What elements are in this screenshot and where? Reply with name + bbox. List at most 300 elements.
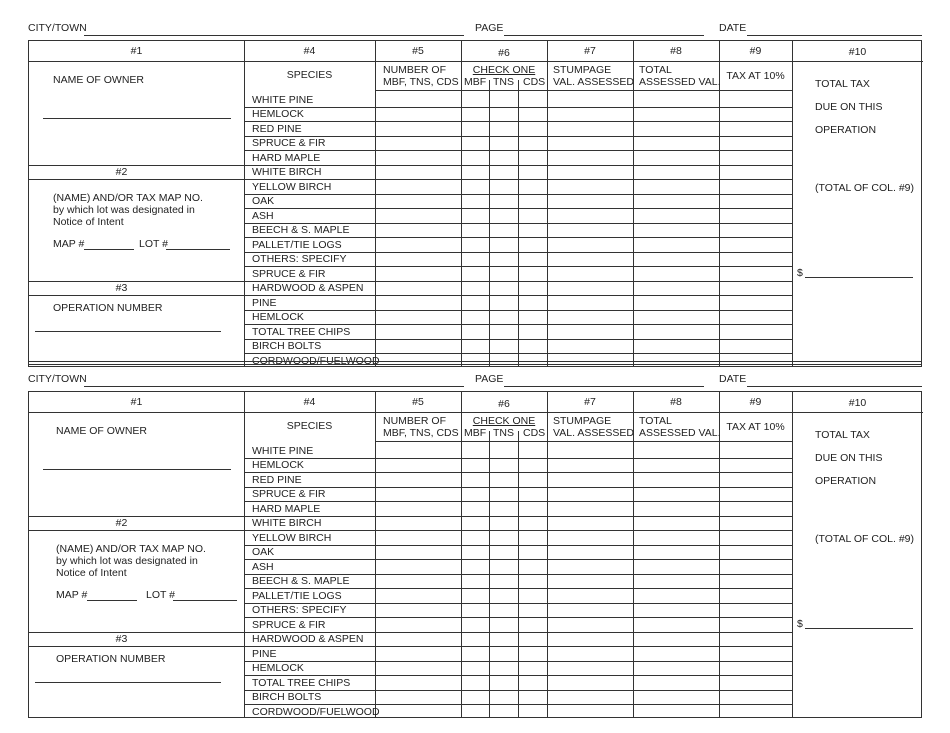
entry-cell[interactable] <box>375 675 461 690</box>
entry-cell[interactable] <box>375 501 461 516</box>
date-field[interactable] <box>747 386 922 387</box>
col-header-c4: #4 <box>303 396 316 408</box>
entry-cell[interactable] <box>518 266 547 281</box>
entry-cell[interactable] <box>489 324 518 339</box>
entry-cell[interactable] <box>547 223 633 238</box>
entry-cell[interactable] <box>461 107 489 122</box>
entry-cell[interactable] <box>633 690 719 705</box>
entry-cell[interactable] <box>547 443 633 458</box>
entry-cell[interactable] <box>518 281 547 296</box>
entry-cell[interactable] <box>489 690 518 705</box>
entry-cell[interactable] <box>489 194 518 209</box>
entry-cell[interactable] <box>375 690 461 705</box>
species-row-label: TOTAL TREE CHIPS <box>252 325 351 338</box>
entry-cell[interactable] <box>461 704 489 719</box>
entry-cell[interactable] <box>461 574 489 589</box>
entry-cell[interactable] <box>633 588 719 603</box>
mbf-header: MBF <box>464 76 487 88</box>
entry-cell[interactable] <box>719 92 792 107</box>
entry-cell[interactable] <box>719 208 792 223</box>
entry-cell[interactable] <box>461 310 489 325</box>
entry-cell[interactable] <box>375 559 461 574</box>
lot-field[interactable] <box>173 600 237 601</box>
entry-cell[interactable] <box>375 107 461 122</box>
entry-cell[interactable] <box>547 324 633 339</box>
entry-cell[interactable] <box>375 588 461 603</box>
entry-cell[interactable] <box>547 559 633 574</box>
entry-cell[interactable] <box>375 310 461 325</box>
entry-cell[interactable] <box>461 295 489 310</box>
entry-cell[interactable] <box>461 194 489 209</box>
tax-header: TAX AT 10% <box>726 70 785 82</box>
entry-cell[interactable] <box>375 208 461 223</box>
page-field[interactable] <box>504 386 704 387</box>
entry-cell[interactable] <box>375 516 461 531</box>
entry-cell[interactable] <box>518 661 547 676</box>
entry-cell[interactable] <box>518 501 547 516</box>
entry-cell[interactable] <box>518 150 547 165</box>
entry-cell[interactable] <box>633 150 719 165</box>
entry-cell[interactable] <box>547 704 633 719</box>
entry-cell[interactable] <box>461 632 489 647</box>
entry-cell[interactable] <box>633 310 719 325</box>
entry-cell[interactable] <box>633 252 719 267</box>
species-row-label: PINE <box>252 647 277 660</box>
entry-cell[interactable] <box>547 310 633 325</box>
entry-cell[interactable] <box>547 194 633 209</box>
entry-cell[interactable] <box>633 339 719 354</box>
city-town-label: CITY/TOWN <box>28 373 87 385</box>
entry-cell[interactable] <box>719 458 792 473</box>
entry-cell[interactable] <box>489 472 518 487</box>
entry-cell[interactable] <box>375 704 461 719</box>
entry-cell[interactable] <box>633 574 719 589</box>
entry-cell[interactable] <box>489 266 518 281</box>
entry-cell[interactable] <box>375 661 461 676</box>
entry-cell[interactable] <box>375 443 461 458</box>
entry-cell[interactable] <box>547 501 633 516</box>
entry-cell[interactable] <box>547 690 633 705</box>
entry-cell[interactable] <box>461 458 489 473</box>
entry-cell[interactable] <box>633 194 719 209</box>
entry-cell[interactable] <box>633 223 719 238</box>
entry-cell[interactable] <box>518 603 547 618</box>
entry-cell[interactable] <box>375 136 461 151</box>
total-tax-field[interactable] <box>805 277 913 278</box>
entry-cell[interactable] <box>719 179 792 194</box>
entry-cell[interactable] <box>375 223 461 238</box>
entry-cell[interactable] <box>489 617 518 632</box>
page-field[interactable] <box>504 35 704 36</box>
species-row-label: CORDWOOD/FUELWOOD <box>252 705 380 718</box>
entry-cell[interactable] <box>518 472 547 487</box>
entry-cell[interactable] <box>547 295 633 310</box>
operation-number-field[interactable] <box>35 331 221 332</box>
entry-cell[interactable] <box>547 675 633 690</box>
entry-cell[interactable] <box>489 704 518 719</box>
entry-cell[interactable] <box>518 646 547 661</box>
entry-cell[interactable] <box>518 458 547 473</box>
entry-cell[interactable] <box>375 646 461 661</box>
entry-cell[interactable] <box>547 92 633 107</box>
entry-cell[interactable] <box>461 165 489 180</box>
entry-cell[interactable] <box>489 165 518 180</box>
entry-cell[interactable] <box>719 530 792 545</box>
entry-cell[interactable] <box>518 704 547 719</box>
entry-cell[interactable] <box>489 603 518 618</box>
entry-cell[interactable] <box>633 179 719 194</box>
entry-cell[interactable] <box>633 675 719 690</box>
entry-cell[interactable] <box>719 136 792 151</box>
entry-cell[interactable] <box>489 179 518 194</box>
entry-cell[interactable] <box>518 675 547 690</box>
number-units-header: MBF, TNS, CDS <box>383 427 459 439</box>
entry-cell[interactable] <box>719 295 792 310</box>
entry-cell[interactable] <box>518 121 547 136</box>
entry-cell[interactable] <box>547 617 633 632</box>
entry-cell[interactable] <box>633 136 719 151</box>
entry-cell[interactable] <box>375 545 461 560</box>
entry-cell[interactable] <box>633 324 719 339</box>
entry-cell[interactable] <box>461 661 489 676</box>
entry-cell[interactable] <box>489 661 518 676</box>
entry-cell[interactable] <box>518 194 547 209</box>
entry-cell[interactable] <box>375 487 461 502</box>
entry-cell[interactable] <box>518 107 547 122</box>
entry-cell[interactable] <box>518 339 547 354</box>
entry-cell[interactable] <box>719 281 792 296</box>
tax-map-desc-2: Notice of Intent <box>53 216 124 228</box>
entry-cell[interactable] <box>461 223 489 238</box>
entry-cell[interactable] <box>719 252 792 267</box>
entry-cell[interactable] <box>489 281 518 296</box>
col-header-c5: #5 <box>412 45 424 57</box>
entry-cell[interactable] <box>518 295 547 310</box>
date-field[interactable] <box>747 35 922 36</box>
lot-field[interactable] <box>166 249 230 250</box>
entry-cell[interactable] <box>719 266 792 281</box>
entry-cell[interactable] <box>633 501 719 516</box>
entry-cell[interactable] <box>518 179 547 194</box>
entry-cell[interactable] <box>461 281 489 296</box>
entry-cell[interactable] <box>633 646 719 661</box>
entry-cell[interactable] <box>633 617 719 632</box>
entry-cell[interactable] <box>375 150 461 165</box>
entry-cell[interactable] <box>461 121 489 136</box>
entry-cell[interactable] <box>489 588 518 603</box>
entry-cell[interactable] <box>489 443 518 458</box>
entry-cell[interactable] <box>633 632 719 647</box>
entry-cell[interactable] <box>461 603 489 618</box>
entry-cell[interactable] <box>518 136 547 151</box>
col-3-header: #3 <box>115 282 128 294</box>
entry-cell[interactable] <box>719 150 792 165</box>
entry-cell[interactable] <box>518 487 547 502</box>
entry-cell[interactable] <box>719 443 792 458</box>
entry-cell[interactable] <box>489 252 518 267</box>
entry-cell[interactable] <box>518 252 547 267</box>
entry-cell[interactable] <box>547 266 633 281</box>
entry-cell[interactable] <box>633 458 719 473</box>
entry-cell[interactable] <box>375 295 461 310</box>
entry-cell[interactable] <box>719 617 792 632</box>
entry-cell[interactable] <box>719 632 792 647</box>
entry-cell[interactable] <box>547 661 633 676</box>
entry-cell[interactable] <box>547 136 633 151</box>
entry-cell[interactable] <box>375 237 461 252</box>
entry-cell[interactable] <box>461 443 489 458</box>
entry-cell[interactable] <box>518 559 547 574</box>
species-row-label: BEECH & S. MAPLE <box>252 224 350 236</box>
col-header-c8: #8 <box>670 45 682 57</box>
entry-cell[interactable] <box>719 588 792 603</box>
entry-cell[interactable] <box>375 458 461 473</box>
entry-cell[interactable] <box>461 472 489 487</box>
entry-cell[interactable] <box>547 530 633 545</box>
entry-cell[interactable] <box>489 516 518 531</box>
entry-cell[interactable] <box>461 588 489 603</box>
entry-cell[interactable] <box>518 92 547 107</box>
entry-cell[interactable] <box>518 530 547 545</box>
number-of-header: NUMBER OF <box>383 415 446 427</box>
entry-cell[interactable] <box>518 310 547 325</box>
entry-cell[interactable] <box>461 208 489 223</box>
entry-cell[interactable] <box>375 603 461 618</box>
entry-cell[interactable] <box>461 266 489 281</box>
entry-cell[interactable] <box>489 237 518 252</box>
entry-cell[interactable] <box>633 443 719 458</box>
entry-cell[interactable] <box>633 545 719 560</box>
map-field[interactable] <box>87 600 137 601</box>
species-row-label: HARD MAPLE <box>252 151 321 164</box>
entry-cell[interactable] <box>489 92 518 107</box>
row-divider <box>29 61 923 62</box>
entry-cell[interactable] <box>547 516 633 531</box>
entry-cell[interactable] <box>719 603 792 618</box>
entry-cell[interactable] <box>719 237 792 252</box>
city-town-label: CITY/TOWN <box>28 22 87 34</box>
entry-cell[interactable] <box>719 661 792 676</box>
entry-cell[interactable] <box>489 530 518 545</box>
entry-cell[interactable] <box>461 545 489 560</box>
entry-cell[interactable] <box>375 179 461 194</box>
entry-cell[interactable] <box>719 704 792 719</box>
entry-cell[interactable] <box>489 559 518 574</box>
entry-cell[interactable] <box>489 646 518 661</box>
col-header-c7: #7 <box>584 396 596 408</box>
entry-cell[interactable] <box>719 223 792 238</box>
entry-cell[interactable] <box>375 339 461 354</box>
entry-cell[interactable] <box>489 121 518 136</box>
entry-cell[interactable] <box>489 136 518 151</box>
entry-cell[interactable] <box>547 107 633 122</box>
entry-cell[interactable] <box>719 690 792 705</box>
entry-cell[interactable] <box>547 150 633 165</box>
entry-cell[interactable] <box>461 150 489 165</box>
entry-cell[interactable] <box>633 559 719 574</box>
entry-cell[interactable] <box>719 324 792 339</box>
entry-cell[interactable] <box>461 92 489 107</box>
entry-cell[interactable] <box>719 516 792 531</box>
entry-cell[interactable] <box>461 530 489 545</box>
total-tax-label: TOTAL TAX <box>815 429 870 441</box>
entry-cell[interactable] <box>461 252 489 267</box>
entry-cell[interactable] <box>719 574 792 589</box>
entry-cell[interactable] <box>489 310 518 325</box>
entry-cell[interactable] <box>461 516 489 531</box>
entry-cell[interactable] <box>518 324 547 339</box>
entry-cell[interactable] <box>547 179 633 194</box>
entry-cell[interactable] <box>461 339 489 354</box>
entry-cell[interactable] <box>461 675 489 690</box>
entry-cell[interactable] <box>633 121 719 136</box>
entry-cell[interactable] <box>518 165 547 180</box>
operation-number-field[interactable] <box>35 682 221 683</box>
entry-cell[interactable] <box>489 632 518 647</box>
entry-cell[interactable] <box>489 675 518 690</box>
entry-cell[interactable] <box>375 574 461 589</box>
entry-cell[interactable] <box>518 545 547 560</box>
entry-cell[interactable] <box>633 472 719 487</box>
name-of-owner-label: NAME OF OWNER <box>56 425 147 437</box>
entry-cell[interactable] <box>518 443 547 458</box>
entry-cell[interactable] <box>633 603 719 618</box>
entry-cell[interactable] <box>633 661 719 676</box>
entry-cell[interactable] <box>375 121 461 136</box>
entry-cell[interactable] <box>547 632 633 647</box>
entry-cell[interactable] <box>461 617 489 632</box>
entry-cell[interactable] <box>719 646 792 661</box>
entry-cell[interactable] <box>518 617 547 632</box>
entry-cell[interactable] <box>719 107 792 122</box>
entry-cell[interactable] <box>461 237 489 252</box>
entry-cell[interactable] <box>489 295 518 310</box>
entry-cell[interactable] <box>633 92 719 107</box>
entry-cell[interactable] <box>633 208 719 223</box>
entry-cell[interactable] <box>547 281 633 296</box>
owner-name-field[interactable] <box>43 469 231 470</box>
entry-cell[interactable] <box>461 501 489 516</box>
species-row-label: CORDWOOD/FUELWOOD <box>252 354 380 367</box>
entry-cell[interactable] <box>633 237 719 252</box>
entry-cell[interactable] <box>547 121 633 136</box>
entry-cell[interactable] <box>547 208 633 223</box>
entry-cell[interactable] <box>719 310 792 325</box>
entry-cell[interactable] <box>547 165 633 180</box>
entry-cell[interactable] <box>719 501 792 516</box>
entry-cell[interactable] <box>719 165 792 180</box>
entry-cell[interactable] <box>375 617 461 632</box>
entry-cell[interactable] <box>375 92 461 107</box>
entry-cell[interactable] <box>489 458 518 473</box>
entry-cell[interactable] <box>518 588 547 603</box>
entry-cell[interactable] <box>375 324 461 339</box>
entry-cell[interactable] <box>489 339 518 354</box>
entry-cell[interactable] <box>633 107 719 122</box>
entry-cell[interactable] <box>489 107 518 122</box>
entry-cell[interactable] <box>547 237 633 252</box>
entry-cell[interactable] <box>547 574 633 589</box>
entry-cell[interactable] <box>719 675 792 690</box>
entry-cell[interactable] <box>547 487 633 502</box>
entry-cell[interactable] <box>518 208 547 223</box>
entry-cell[interactable] <box>461 487 489 502</box>
entry-cell[interactable] <box>633 295 719 310</box>
entry-cell[interactable] <box>547 472 633 487</box>
entry-cell[interactable] <box>633 530 719 545</box>
entry-cell[interactable] <box>633 165 719 180</box>
entry-cell[interactable] <box>461 179 489 194</box>
entry-cell[interactable] <box>461 559 489 574</box>
entry-cell[interactable] <box>518 632 547 647</box>
entry-cell[interactable] <box>547 646 633 661</box>
map-field[interactable] <box>84 249 134 250</box>
entry-cell[interactable] <box>375 281 461 296</box>
entry-cell[interactable] <box>547 458 633 473</box>
entry-cell[interactable] <box>719 194 792 209</box>
entry-cell[interactable] <box>633 281 719 296</box>
entry-cell[interactable] <box>518 516 547 531</box>
entry-cell[interactable] <box>547 252 633 267</box>
entry-cell[interactable] <box>719 121 792 136</box>
entry-cell[interactable] <box>518 690 547 705</box>
entry-cell[interactable] <box>375 632 461 647</box>
entry-cell[interactable] <box>719 559 792 574</box>
entry-cell[interactable] <box>375 472 461 487</box>
entry-cell[interactable] <box>633 704 719 719</box>
entry-cell[interactable] <box>547 603 633 618</box>
total-tax-field[interactable] <box>805 628 913 629</box>
entry-cell[interactable] <box>489 501 518 516</box>
lot-label: LOT # <box>146 589 175 601</box>
entry-cell[interactable] <box>489 487 518 502</box>
entry-cell[interactable] <box>547 588 633 603</box>
entry-cell[interactable] <box>489 574 518 589</box>
entry-cell[interactable] <box>719 339 792 354</box>
entry-cell[interactable] <box>375 252 461 267</box>
species-row-label: YELLOW BIRCH <box>252 531 332 544</box>
entry-cell[interactable] <box>489 150 518 165</box>
entry-cell[interactable] <box>489 223 518 238</box>
city-town-field[interactable] <box>84 386 464 387</box>
entry-cell[interactable] <box>633 516 719 531</box>
entry-cell[interactable] <box>489 545 518 560</box>
owner-name-field[interactable] <box>43 118 231 119</box>
entry-cell[interactable] <box>375 530 461 545</box>
entry-cell[interactable] <box>375 194 461 209</box>
entry-cell[interactable] <box>547 339 633 354</box>
entry-cell[interactable] <box>489 208 518 223</box>
entry-cell[interactable] <box>719 472 792 487</box>
city-town-field[interactable] <box>84 35 464 36</box>
entry-cell[interactable] <box>719 487 792 502</box>
row-divider <box>29 179 244 180</box>
entry-cell[interactable] <box>461 136 489 151</box>
entry-cell[interactable] <box>518 574 547 589</box>
entry-cell[interactable] <box>633 266 719 281</box>
entry-cell[interactable] <box>461 324 489 339</box>
entry-cell[interactable] <box>518 237 547 252</box>
tax-header: TAX AT 10% <box>726 421 785 433</box>
entry-cell[interactable] <box>461 690 489 705</box>
entry-cell[interactable] <box>547 545 633 560</box>
entry-cell[interactable] <box>518 223 547 238</box>
entry-cell[interactable] <box>375 165 461 180</box>
entry-cell[interactable] <box>719 545 792 560</box>
entry-cell[interactable] <box>633 487 719 502</box>
entry-cell[interactable] <box>375 266 461 281</box>
entry-cell[interactable] <box>461 646 489 661</box>
